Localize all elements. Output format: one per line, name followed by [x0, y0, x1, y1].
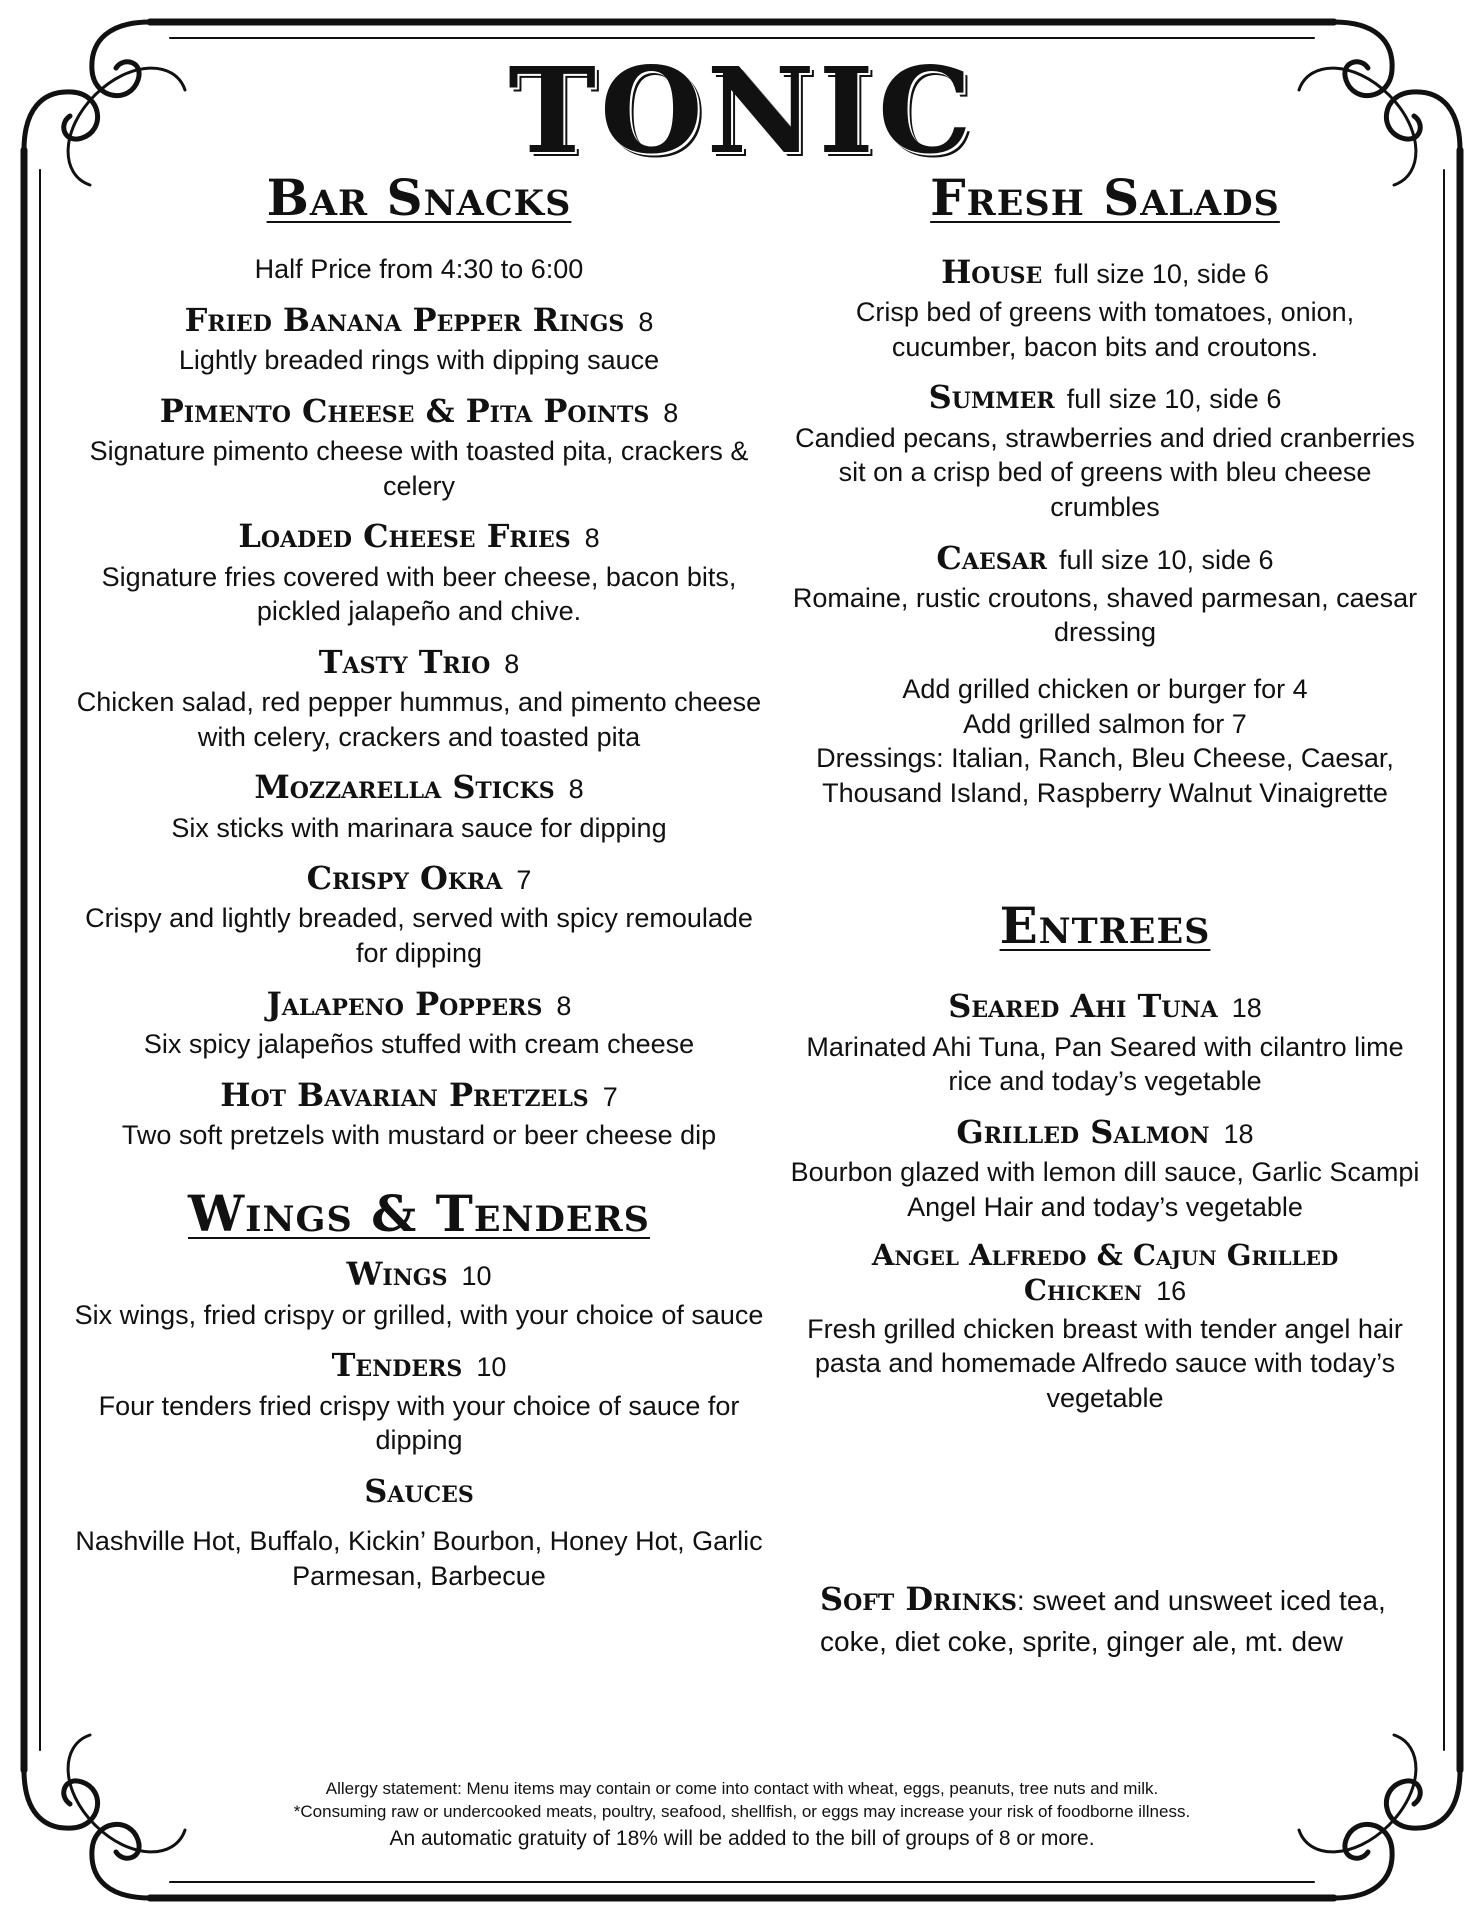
item-price: 16 [1156, 1275, 1187, 1306]
item-name: Caesar [936, 538, 1047, 577]
item-description: Marinated Ahi Tuna, Pan Seared with cilantro lime rice and today’s vegetable [806, 1031, 1404, 1097]
menu-item [74, 768, 764, 845]
item-price: 10 [461, 1261, 492, 1292]
entrees-heading: Entrees [999, 896, 1211, 956]
item-price: full size 10, side 6 [1058, 544, 1274, 575]
allergy-statement: Allergy statement: Menu items may contain or come into contact with wheat, eggs, peanuts, tree nuts and milk. [325, 1779, 1159, 1798]
item-price: full size 10, side 6 [1066, 384, 1282, 415]
menu-item [790, 253, 1420, 364]
menu-item [74, 1346, 764, 1457]
item-description: Chicken salad, red pepper hummus, and pimento cheese with celery, crackers and toasted pita [76, 687, 762, 752]
menu-title: TONIC [508, 41, 976, 180]
item-description: Signature fries covered with beer cheese, bacon bits, pickled jalapeño and chive. [101, 561, 737, 627]
add-salmon-note: Add grilled salmon for 7 [963, 708, 1247, 739]
item-name: Tenders [331, 1346, 463, 1385]
add-chicken-note: Add grilled chicken or burger for 4 [902, 674, 1308, 704]
item-name: Angel Alfredo & Cajun Grilled Chicken [871, 1238, 1339, 1307]
salad-extras [790, 672, 1420, 810]
sauces-list: Nashville Hot, Buffalo, Kickin’ Bourbon, Honey Hot, Garlic Parmesan, Barbecue [75, 1526, 763, 1591]
item-name: Grilled Salmon [956, 1112, 1210, 1151]
item-price: 7 [516, 865, 532, 896]
item-name: Mozzarella Sticks [254, 768, 555, 807]
item-description: Six sticks with marinara sauce for dipping [171, 812, 667, 843]
item-name: Tasty Trio [318, 642, 491, 681]
fresh-salads-heading: Fresh Salads [930, 168, 1280, 227]
menu-item [74, 859, 764, 970]
sauces-block [74, 1472, 764, 1593]
item-price: full size 10, side 6 [1054, 259, 1269, 289]
item-description: Six wings, fried crispy or grilled, with your choice of sauce [74, 1299, 764, 1330]
item-description: Crispy and lightly breaded, served with spicy remoulade for dipping [85, 903, 753, 969]
soft-drinks-list: : sweet and unsweet iced tea, coke, diet coke, sprite, ginger ale, mt. dew [820, 1585, 1386, 1657]
right-column [790, 170, 1420, 1415]
item-name: Wings [346, 1255, 448, 1294]
menu-item [790, 1113, 1420, 1224]
item-description: Four tenders fried crispy with your choice of sauce for dipping [98, 1390, 740, 1456]
item-description: Fresh grilled chicken breast with tender angel hair pasta and homemade Alfredo sauce with today’s vegetable [807, 1313, 1403, 1413]
item-price: 8 [638, 306, 654, 337]
soft-drinks-label: Soft Drinks [820, 1580, 1017, 1618]
consumption-warning: *Consuming raw or undercooked meats, poultry, seafood, shellfish, or eggs may increase your risk of foodborne illness. [293, 1801, 1191, 1821]
item-description: Crisp bed of greens with tomatoes, onion, cucumber, bacon bits and croutons. [855, 297, 1355, 362]
item-name: Pimento Cheese & Pita Points [159, 391, 650, 430]
menu-item [790, 378, 1420, 524]
item-description: Bourbon glazed with lemon dill sauce, Garlic Scampi Angel Hair and today’s vegetable [790, 1157, 1420, 1222]
item-description: Candied pecans, strawberries and dried cranberries sit on a crisp bed of greens with bleu cheese crumbles [795, 422, 1415, 522]
menu-item [790, 987, 1420, 1098]
item-name: House [941, 253, 1043, 291]
footer [0, 1778, 1484, 1853]
left-column [74, 170, 764, 1593]
menu-item [790, 1238, 1420, 1415]
item-price: 8 [504, 648, 520, 679]
item-price: 8 [568, 774, 584, 805]
item-description: Romaine, rustic croutons, shaved parmesan, caesar dressing [792, 582, 1418, 648]
bar-snacks-heading: Bar Snacks [266, 168, 572, 227]
item-description: Two soft pretzels with mustard or beer cheese dip [121, 1119, 717, 1150]
soft-drinks [820, 1580, 1420, 1662]
item-price: 7 [602, 1081, 618, 1112]
item-name: Hot Bavarian Pretzels [220, 1075, 589, 1114]
menu-item [74, 517, 764, 628]
item-name: Jalapeno Poppers [266, 984, 543, 1023]
dressings-note: Dressings: Italian, Ranch, Bleu Cheese, Caesar, Thousand Island, Raspberry Walnut Vinaigrette [816, 743, 1394, 808]
item-name: Crispy Okra [306, 859, 503, 898]
half-price-note: Half Price from 4:30 to 6:00 [254, 254, 584, 284]
menu-item [74, 392, 764, 503]
menu-item [74, 1255, 764, 1332]
wings-tenders-heading: Wings & Tenders [188, 1184, 650, 1244]
item-description: Signature pimento cheese with toasted pita, crackers & celery [89, 436, 749, 501]
item-name: Loaded Cheese Fries [238, 517, 571, 556]
sauces-heading: Sauces [364, 1471, 474, 1510]
item-description: Lightly breaded rings with dipping sauce [178, 345, 660, 376]
gratuity-note: An automatic gratuity of 18% will be added to the bill of groups of 8 or more. [389, 1826, 1095, 1850]
menu-item [74, 643, 764, 754]
item-price: 8 [663, 397, 679, 428]
menu-item [74, 985, 764, 1062]
item-description: Six spicy jalapeños stuffed with cream cheese [143, 1028, 695, 1059]
menu-item [74, 1076, 764, 1153]
item-name: Fried Banana Pepper Rings [184, 300, 625, 339]
menu-item [74, 301, 764, 378]
item-price: 8 [556, 990, 572, 1021]
item-name: Seared Ahi Tuna [948, 987, 1218, 1026]
item-name: Summer [928, 378, 1055, 417]
item-price: 18 [1223, 1118, 1254, 1149]
item-price: 8 [584, 523, 600, 554]
menu-item [790, 539, 1420, 650]
item-price: 18 [1231, 993, 1262, 1024]
item-price: 10 [476, 1352, 507, 1383]
